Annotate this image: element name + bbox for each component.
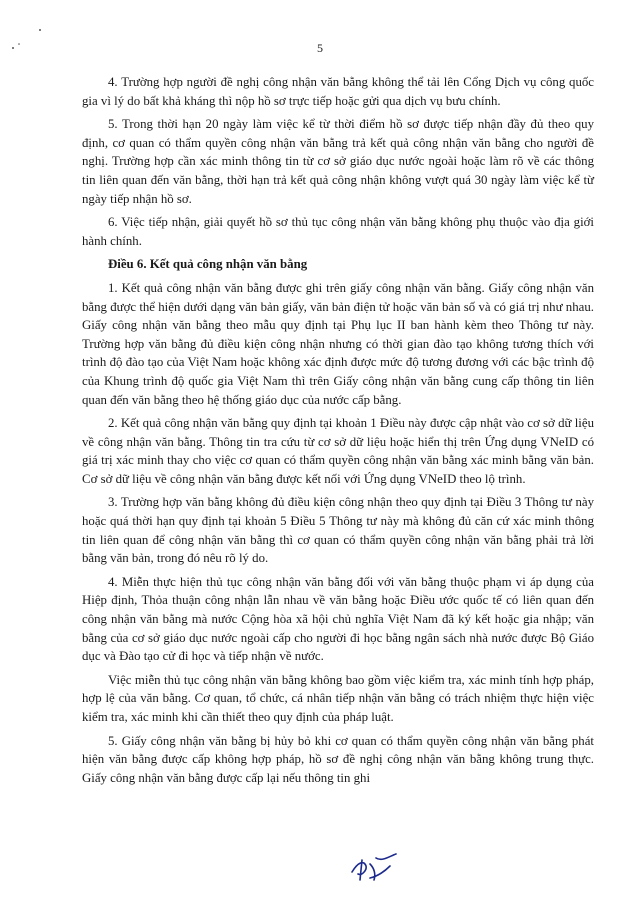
- page-number: 5: [317, 41, 323, 55]
- paragraph: 1. Kết quả công nhận văn bằng được ghi trên giấy công nhận văn bằng. Giấy công nhận văn bằng được thể hiện dưới dạng văn bản giấy, văn bản điện tử hoặc văn bản số và có giá trị như nhau. Giấy công nhận văn bằng theo mẫu quy định tại Phụ lục II ban hành kèm theo Thông tư này. Trường hợp văn bằng đủ điều kiện công nhận nhưng có thời gian đào tạo không tương thích với trình độ đào tạo của Việt Nam hoặc không xác định được mức độ tương đương với các bậc trình độ của Khung trình độ quốc gia Việt Nam thì trên Giấy công nhận văn bằng cung cấp thông tin liên quan đến văn bằng theo hệ thống giáo dục của nước cấp bằng.: [82, 280, 594, 407]
- paragraph: 3. Trường hợp văn bằng không đủ điều kiện công nhận theo quy định tại Điều 3 Thông tư này hoặc quá thời hạn quy định tại khoản 5 Điều 5 Thông tư này mà không đủ căn cứ xác minh thông tin liên quan để công nhận văn bằng thì cơ quan có thẩm quyền công nhận văn bằng phải trả lời bằng văn bản, trong đó nêu rõ lý do.: [82, 495, 594, 566]
- paragraph: Việc miễn thủ tục công nhận văn bằng không bao gồm việc kiểm tra, xác minh tính hợp pháp, hợp lệ của văn bằng. Cơ quan, tổ chức, cá nhân tiếp nhận văn bằng có trách nhiệm thực hiện việc kiểm tra, xác minh khi cần thiết theo quy định của pháp luật.: [82, 672, 594, 724]
- paragraph: 4. Trường hợp người đề nghị công nhận văn bằng không thể tải lên Cổng Dịch vụ công quốc gia vì lý do bất khả kháng thì nộp hồ sơ trực tiếp hoặc gửi qua dịch vụ bưu chính.: [82, 75, 594, 108]
- paragraph: 5. Giấy công nhận văn bằng bị hủy bỏ khi cơ quan có thẩm quyền công nhận văn bằng phát hiện văn bằng được cấp không hợp pháp, hồ sơ đề nghị công nhận văn bằng không trung thực. Giấy công nhận văn bằng được cấp lại nếu thông tin ghi: [82, 733, 594, 785]
- article-heading: Điều 6. Kết quả công nhận văn bằng: [108, 257, 308, 272]
- paragraph: 5. Trong thời hạn 20 ngày làm việc kể từ thời điểm hồ sơ được tiếp nhận đầy đủ theo quy định, cơ quan có thẩm quyền công nhận văn bằng trả kết quả công nhận văn bằng cho người đề nghị. Trường hợp cần xác minh thông tin từ cơ sở giáo dục nước ngoài hoặc làm rõ về các thông tin liên quan đến văn bằng, thời hạn trả kết quả công nhận không vượt quá 30 ngày làm việc kể từ ngày tiếp nhận hồ sơ.: [82, 117, 594, 206]
- paragraph: 6. Việc tiếp nhận, giải quyết hồ sơ thủ tục công nhận văn bằng không phụ thuộc vào địa giới hành chính.: [82, 215, 594, 248]
- initials-signature: [346, 852, 406, 886]
- document-body: [82, 73, 594, 792]
- paragraph: 4. Miễn thực hiện thủ tục công nhận văn bằng đối với văn bằng thuộc phạm vi áp dụng của Hiệp định, Thỏa thuận công nhận lẫn nhau về văn bằng hoặc Điều ước quốc tế có liên quan đến công nhận văn bằng mà nước Cộng hòa xã hội chủ nghĩa Việt Nam đã ký kết hoặc gia nhập; văn bằng của cơ sở giáo dục nước ngoài cấp cho người đi học bằng ngân sách nhà nước được Bộ Giáo dục và Đào tạo cử đi học và tiếp nhận về nước.: [82, 574, 594, 664]
- paragraph: 2. Kết quả công nhận văn bằng quy định tại khoản 1 Điều này được cập nhật vào cơ sở dữ liệu về công nhận văn bằng. Thông tin tra cứu từ cơ sở dữ liệu hoặc hiển thị trên Ứng dụng VNeID có giá trị xác minh thay cho việc cơ quan có thẩm quyền công nhận văn bằng xác minh bằng văn bản. Cơ sở dữ liệu về công nhận văn bằng được kết nối với Ứng dụng VNeID theo lộ trình.: [82, 416, 594, 486]
